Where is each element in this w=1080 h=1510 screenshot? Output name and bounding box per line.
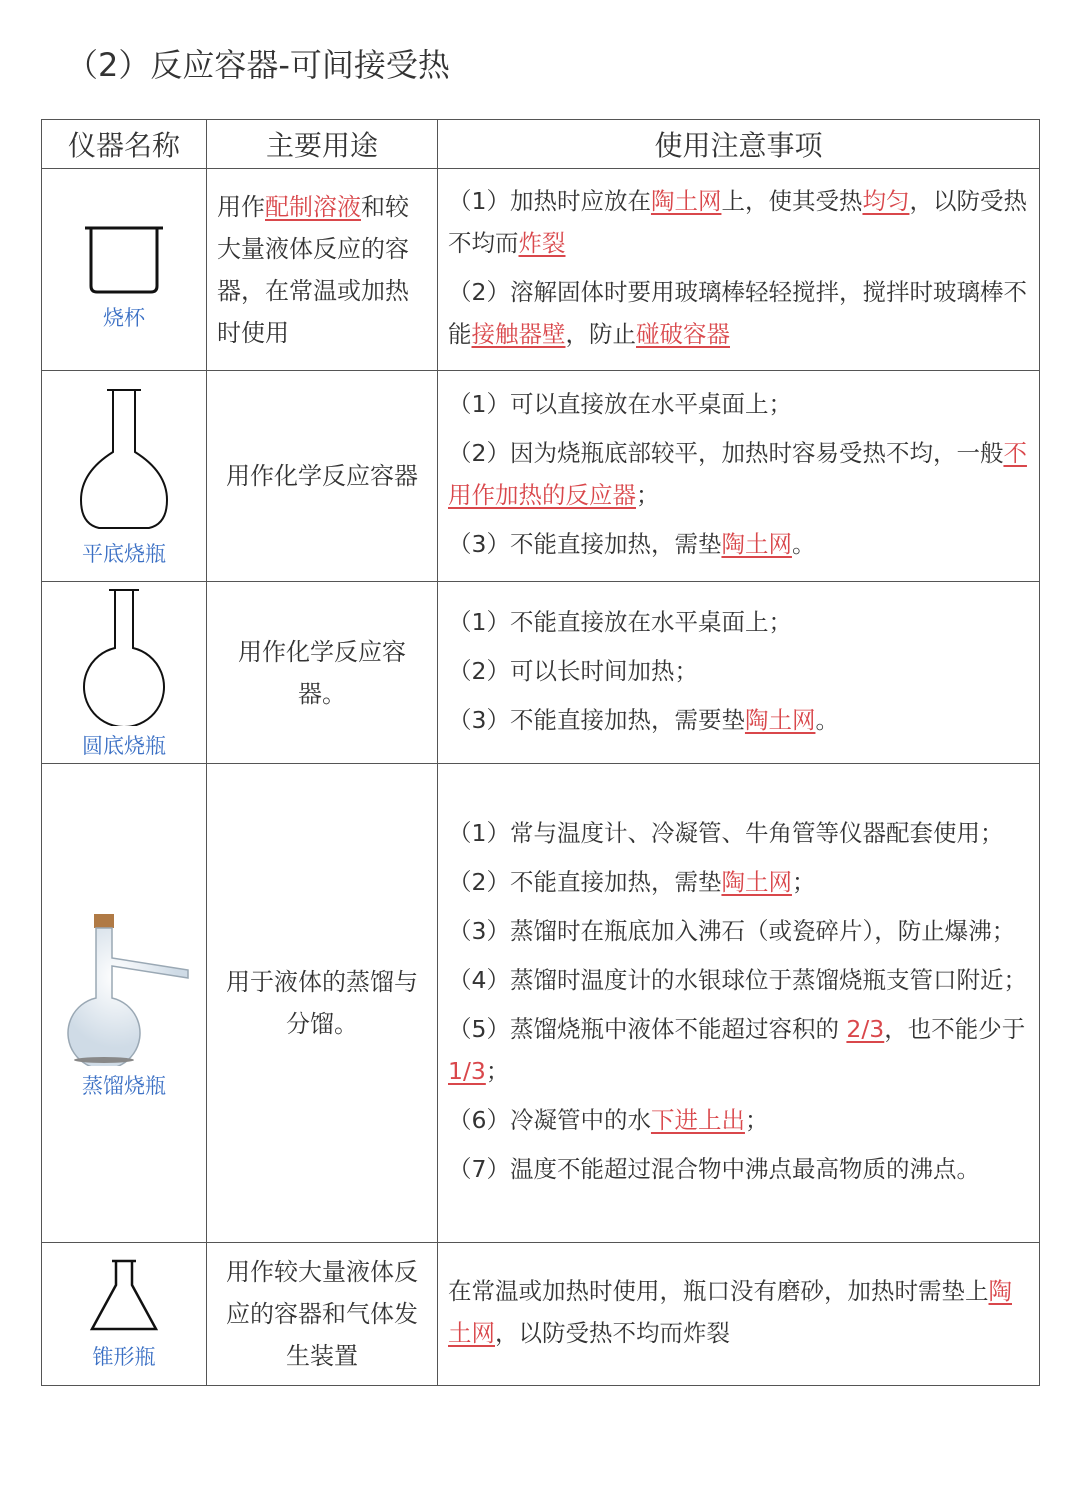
instrument-cell: [42, 371, 207, 582]
note-item: [448, 699, 1029, 741]
header-notes: 使用注意事项: [438, 120, 1040, 169]
highlighted-keyword: 陶土网: [721, 868, 792, 896]
highlighted-keyword: 陶土网: [744, 705, 816, 734]
text-segment: （2）可以长时间加热；: [448, 656, 698, 685]
highlighted-keyword: 配制溶液: [265, 192, 361, 221]
table-row: [42, 582, 1040, 764]
usage-cell: [207, 582, 438, 764]
text-segment: ，也不能少于: [884, 1015, 1026, 1043]
instrument-name: 圆底烧瓶: [82, 733, 166, 758]
text-segment: 。: [815, 705, 839, 734]
text-segment: ；: [636, 481, 660, 509]
text-segment: （7）温度不能超过混合物中沸点最高物质的沸点。: [448, 1155, 980, 1183]
note-item: [448, 383, 1029, 425]
note-item: [448, 432, 1029, 516]
text-segment: ，以防受热不均而: [448, 187, 1027, 257]
text-segment: 用作化学反应容器: [226, 462, 418, 490]
table-row: [42, 169, 1040, 371]
distillation-flask-icon: [42, 906, 206, 1066]
note-item: [448, 1148, 1029, 1190]
text-segment: （3）不能直接加热，需垫: [448, 530, 722, 558]
note-item: [448, 601, 1029, 643]
text-segment: 用作化学反应容器。: [238, 637, 406, 708]
notes-cell: [438, 169, 1040, 371]
text-segment: ；: [744, 1106, 769, 1134]
text-segment: （2）溶解固体时要用玻璃棒轻轻搅拌，搅拌时玻璃棒不能: [448, 278, 1027, 348]
text-segment: 和较大量液体反应的容器，在常温或加热时使用: [217, 192, 409, 347]
instrument-cell: [42, 582, 207, 764]
text-segment: （3）不能直接加热，需要垫: [448, 705, 745, 734]
highlighted-keyword: 碰破容器: [636, 320, 730, 348]
instrument-cell: [42, 169, 207, 371]
text-segment: 用作较大量液体反应的容器和气体发生装置: [226, 1258, 418, 1370]
table-row: [42, 371, 1040, 582]
note-item: [448, 1008, 1029, 1092]
flat-bottom-flask-icon: [42, 384, 206, 534]
note-item: [448, 523, 1029, 565]
usage-cell: [207, 764, 438, 1243]
text-segment: （1）常与温度计、冷凝管、牛角管等仪器配套使用；: [448, 819, 1004, 847]
note-item: [448, 812, 1029, 854]
text-segment: 。: [791, 530, 816, 558]
note-item: [448, 861, 1029, 903]
instrument-cell: [42, 764, 207, 1243]
highlighted-keyword: 接触器壁: [471, 320, 566, 348]
notes-cell: [438, 371, 1040, 582]
usage-cell: [207, 371, 438, 582]
highlighted-keyword: 炸裂: [518, 229, 566, 257]
conical-flask-icon: [42, 1257, 206, 1337]
text-segment: ，防止: [565, 320, 636, 348]
beaker-icon: [42, 208, 206, 298]
text-segment: （2）因为烧瓶底部较平，加热时容易受热不均，一般: [448, 439, 1004, 467]
note-item: [448, 1099, 1029, 1141]
note-item: [448, 910, 1029, 952]
text-segment: 用作: [217, 192, 265, 221]
text-segment: （1）可以直接放在水平桌面上；: [448, 390, 792, 418]
round-bottom-flask-icon: [42, 586, 206, 726]
section-title: （2）反应容器-可间接受热: [66, 46, 450, 84]
text-segment: 用于液体的蒸馏与分馏。: [226, 968, 418, 1038]
header-name: 仪器名称: [42, 120, 207, 169]
text-segment: （6）冷凝管中的水: [448, 1106, 651, 1134]
text-segment: （2）不能直接加热，需垫: [448, 868, 722, 896]
instrument-name: 锥形瓶: [92, 1345, 156, 1369]
instrument-name: 平底烧瓶: [82, 542, 166, 566]
text-segment: 上，使其受热: [721, 187, 863, 215]
text-segment: ，以防受热不均而炸裂: [495, 1319, 730, 1347]
text-segment: （4）蒸馏时温度计的水银球位于蒸馏烧瓶支管口附近；: [448, 966, 1027, 994]
note-item: [448, 650, 1029, 692]
note-item: [448, 959, 1029, 1001]
instrument-cell: [42, 1243, 207, 1386]
instrument-name: 蒸馏烧瓶: [82, 1074, 166, 1098]
text-segment: （3）蒸馏时在瓶底加入沸石（或瓷碎片），防止爆沸；: [448, 917, 1016, 945]
header-use: 主要用途: [207, 120, 438, 169]
table-header-row: [42, 120, 1040, 169]
highlighted-keyword: 均匀: [862, 187, 910, 215]
table-row: [42, 1243, 1040, 1386]
note-item: [448, 180, 1029, 264]
highlighted-keyword: 不用作加热的反应器: [448, 439, 1027, 509]
highlighted-keyword: 陶土网: [448, 1277, 1012, 1347]
text-segment: （5）蒸馏烧瓶中液体不能超过容积的: [448, 1015, 847, 1043]
highlighted-keyword: 1/3: [448, 1057, 486, 1085]
text-segment: 在常温或加热时使用，瓶口没有磨砂，加热时需垫上: [448, 1277, 989, 1305]
notes-cell: [438, 1243, 1040, 1386]
notes-cell: [438, 582, 1040, 764]
highlighted-keyword: 下进上出: [650, 1106, 745, 1134]
instrument-name: 烧杯: [103, 305, 145, 330]
note-item: [448, 1270, 1029, 1354]
usage-cell: [207, 169, 438, 371]
instrument-table: [41, 119, 1040, 1386]
highlighted-keyword: 陶土网: [650, 187, 722, 215]
note-item: [448, 271, 1029, 355]
text-segment: （1）加热时应放在: [448, 187, 651, 215]
highlighted-keyword: 陶土网: [721, 530, 792, 558]
text-segment: ；: [485, 1057, 510, 1085]
notes-cell: [438, 764, 1040, 1243]
text-segment: ；: [791, 868, 816, 896]
table-row: [42, 764, 1040, 1243]
usage-cell: [207, 1243, 438, 1386]
text-segment: （1）不能直接放在水平桌面上；: [448, 607, 792, 636]
highlighted-keyword: 2/3: [846, 1015, 885, 1043]
